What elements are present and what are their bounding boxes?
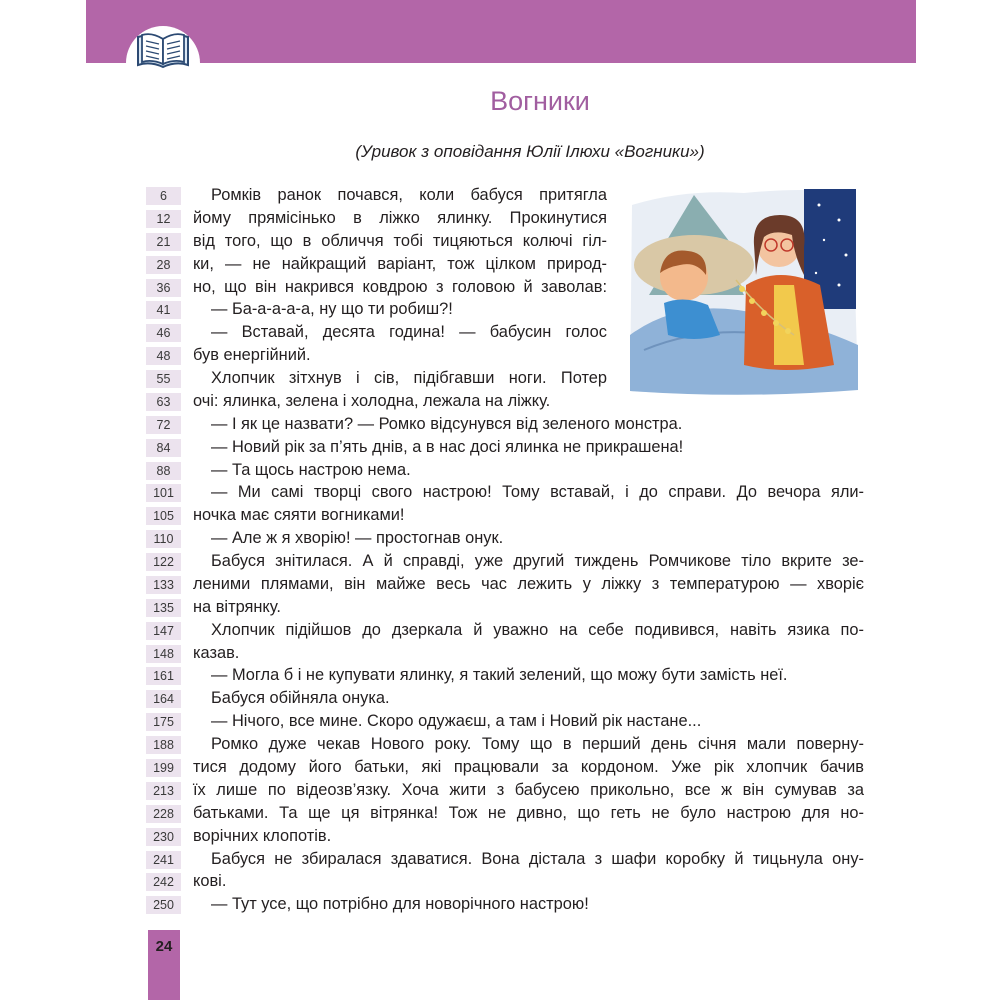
page-number: 24 bbox=[155, 938, 173, 955]
line-number: 135 bbox=[146, 599, 181, 617]
text-line: — Тут усе, що потрібно для новорічного настрою! bbox=[211, 895, 589, 914]
line-number: 241 bbox=[146, 851, 181, 869]
text-line: кові. bbox=[193, 872, 227, 891]
text-line: був енергійний. bbox=[193, 346, 311, 365]
book-badge bbox=[126, 26, 200, 74]
text-line: їх лише по відеозв’язку. Хоча жити з бабусею прикольно, все ж він сумував за bbox=[193, 780, 864, 799]
line-number: 230 bbox=[146, 828, 181, 846]
line-number: 36 bbox=[146, 279, 181, 297]
line-number: 46 bbox=[146, 324, 181, 342]
text-line: — Але ж я хворію! — простогнав онук. bbox=[211, 529, 504, 548]
text-line: Ромко дуже чекав Нового року. Тому що в перший день січня мали поверну- bbox=[211, 735, 864, 754]
line-number: 12 bbox=[146, 210, 181, 228]
text-line: — Ми самі творці свого настрою! Тому вставай, і до справи. До вечора яли- bbox=[211, 483, 864, 502]
story-title: Вогники bbox=[490, 86, 590, 116]
line-number: 161 bbox=[146, 667, 181, 685]
line-number: 213 bbox=[146, 782, 181, 800]
line-number: 21 bbox=[146, 233, 181, 251]
text-line: ворічних клопотів. bbox=[193, 826, 332, 845]
line-number: 250 bbox=[146, 896, 181, 914]
text-line: від того, що в обличчя тобі тицяються колючі гіл- bbox=[193, 231, 607, 250]
line-number: 105 bbox=[146, 507, 181, 525]
text-line: батьками. Та ще ця вітрянка! Тож не дивно, що геть не було настрою для но- bbox=[193, 803, 864, 822]
line-number: 199 bbox=[146, 759, 181, 777]
header-bar bbox=[86, 0, 916, 63]
story-subtitle: (Уривок з оповідання Юлії Ілюхи «Вогники») bbox=[355, 142, 705, 161]
line-number: 84 bbox=[146, 439, 181, 457]
line-number: 28 bbox=[146, 256, 181, 274]
text-line: — І як це назвати? — Ромко відсунувся від зеленого монстра. bbox=[211, 414, 683, 433]
text-line: очі: ялинка, зелена і холодна, лежала на ліжку. bbox=[193, 391, 551, 410]
text-line: — Та щось настрою нема. bbox=[211, 460, 411, 479]
line-number: 55 bbox=[146, 370, 181, 388]
line-number: 122 bbox=[146, 553, 181, 571]
text-line: — Ба-а-а-а-а, ну що ти робиш?! bbox=[211, 300, 453, 319]
grandma-and-boy-with-christmas-tree-illustration bbox=[624, 185, 860, 400]
text-line: казав. bbox=[193, 643, 240, 662]
text-line: леними плямами, він майже весь час лежить у ліжку з температурою — хворіє bbox=[193, 574, 864, 593]
text-line: Бабуся обійняла онука. bbox=[211, 689, 390, 708]
line-number: 41 bbox=[146, 301, 181, 319]
text-line: — Могла б і не купувати ялинку, я такий зелений, що можу бути замість неї. bbox=[211, 666, 788, 685]
line-number: 6 bbox=[146, 187, 181, 205]
text-line: но, що він накрився ковдрою з головою й заволав: bbox=[193, 277, 607, 296]
line-number: 242 bbox=[146, 873, 181, 891]
text-line: Хлопчик підійшов до дзеркала й уважно на себе подивився, навіть язика по- bbox=[211, 620, 864, 639]
text-line: на вітрянку. bbox=[193, 597, 281, 616]
text-line: ки, — не найкращий варіант, тож цілком природ- bbox=[193, 254, 607, 273]
line-number: 164 bbox=[146, 690, 181, 708]
line-number: 148 bbox=[146, 645, 181, 663]
line-number: 72 bbox=[146, 416, 181, 434]
line-number: 110 bbox=[146, 530, 181, 548]
line-number: 147 bbox=[146, 622, 181, 640]
line-number: 88 bbox=[146, 462, 181, 480]
text-line: — Новий рік за п’ять днів, а в нас досі ялинка не прикрашена! bbox=[211, 437, 684, 456]
text-line: Бабуся знітилася. А й справді, уже другий тиждень Ромчикове тіло вкрите зе- bbox=[211, 552, 864, 571]
line-number: 63 bbox=[146, 393, 181, 411]
text-line: — Вставай, десята година! — бабусин голос bbox=[211, 323, 607, 342]
line-number: 48 bbox=[146, 347, 181, 365]
text-line: Хлопчик зітхнув і сів, підібгавши ноги. Потер bbox=[211, 369, 607, 388]
line-number: 188 bbox=[146, 736, 181, 754]
text-line: — Нічого, все мине. Скоро одужаєш, а там і Новий рік настане... bbox=[211, 712, 702, 731]
line-number: 228 bbox=[146, 805, 181, 823]
text-line: йому прямісінько в ліжко ялинку. Прокинутися bbox=[193, 208, 607, 227]
line-number: 175 bbox=[146, 713, 181, 731]
text-line: тися додому його батьки, які працювали за кордоном. Уже рік хлопчик бачив bbox=[193, 758, 864, 776]
line-number: 133 bbox=[146, 576, 181, 594]
line-number: 101 bbox=[146, 484, 181, 502]
text-line: Бабуся не збиралася здаватися. Вона дістала з шафи коробку й тицьнула ону- bbox=[211, 849, 864, 868]
text-line: ночка має сяяти вогниками! bbox=[193, 506, 405, 525]
text-line: Ромків ранок почався, коли бабуся притягла bbox=[211, 186, 607, 204]
open-book-icon bbox=[134, 29, 192, 71]
